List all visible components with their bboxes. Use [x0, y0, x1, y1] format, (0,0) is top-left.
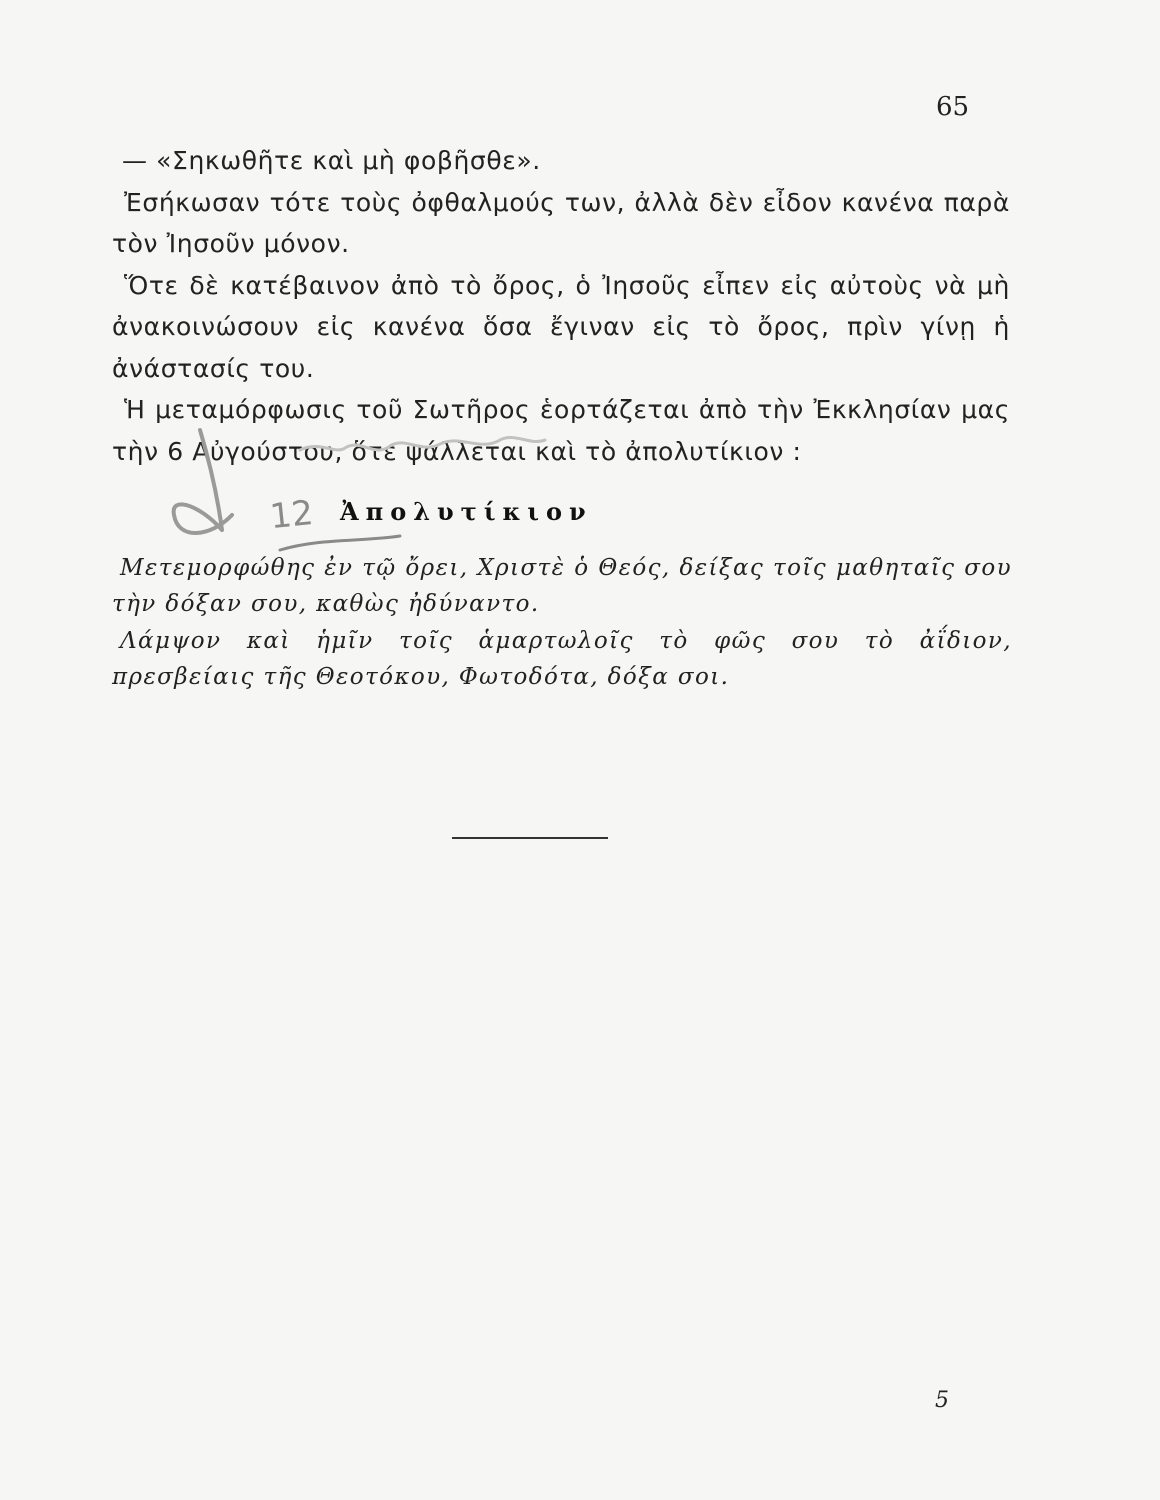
body-text	[112, 140, 1010, 472]
hymn-text	[112, 550, 1012, 695]
signature-mark: 5	[935, 1388, 949, 1413]
paragraph-2: Ἐσήκωσαν τότε τοὺς ὀφθαλμούς των, ἀλλὰ δὲν εἶδον κανένα παρὰ τὸν Ἰησοῦν μόνον.	[112, 187, 1010, 258]
paragraph-4: Ἡ μεταμόρφωσις τοῦ Σωτῆρος ἑορτάζεται ἀπὸ τὴν Ἐκκλησίαν μας τὴν 6 Αὐγούστου, ὅτε ψάλλεται καὶ τὸ ἀπολυτίκιον :	[112, 395, 1010, 466]
margin-note: 12	[268, 492, 316, 538]
hymn-line-1: Μετεμορφώθης ἐν τῷ ὄρει, Χριστὲ ὁ Θεός, δείξας τοῖς μαθηταῖς σου τὴν δόξαν σου, καθὼς ἠδύναντο.	[112, 555, 1012, 617]
section-heading: Ἀπολυτίκιον	[340, 497, 593, 526]
paragraph-3: Ὅτε δὲ κατέβαινον ἀπὸ τὸ ὄρος, ὁ Ἰησοῦς εἶπεν εἰς αὐτοὺς νὰ μὴ ἀνακοινώσουν εἰς κανένα ὅσα ἔγιναν εἰς τὸ ὄρος, πρὶν γίνῃ ἡ ἀνάστασίς του.	[112, 270, 1010, 383]
section-divider	[452, 837, 608, 839]
page-number: 65	[936, 92, 970, 122]
paragraph-1: — «Σηκωθῆτε καὶ μὴ φοβῆσθε».	[122, 146, 541, 175]
hymn-line-2: Λάμψον καὶ ἡμῖν τοῖς ἁμαρτωλοῖς τὸ φῶς σου τὸ ἀΐδιον, πρεσβείαις τῆς Θεοτόκου, Φωτοδότα, δόξα σοι.	[112, 628, 1012, 690]
